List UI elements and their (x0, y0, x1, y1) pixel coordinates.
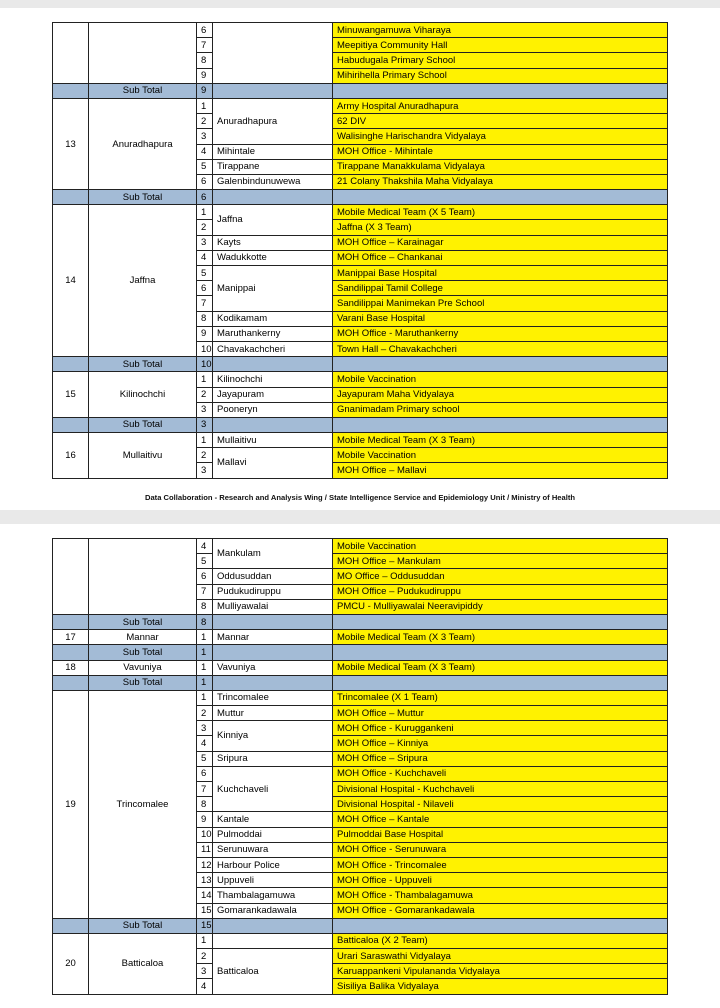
subtotal-blank (333, 918, 668, 933)
row-index: 3 (197, 129, 213, 144)
moh-area: Batticaloa (213, 949, 333, 995)
row-index: 4 (197, 736, 213, 751)
subtotal-value: 8 (197, 614, 213, 629)
row-index: 3 (197, 235, 213, 250)
subtotal-label: Sub Total (89, 918, 197, 933)
moh-area: Kayts (213, 235, 333, 250)
district-name: Kilinochchi (89, 372, 197, 418)
row-index: 14 (197, 888, 213, 903)
page-footer: Data Collaboration - Research and Analysis Wing / State Intelligence Service and Epidemiology Unit / Ministry of Health (144, 493, 576, 502)
moh-area: Thambalagamuwa (213, 888, 333, 903)
subtotal-row (53, 357, 668, 372)
subtotal-label: Sub Total (89, 190, 197, 205)
moh-area: Kilinochchi (213, 372, 333, 387)
vaccination-location: Sandilippai Manimekan Pre School (333, 296, 668, 311)
row-index: 1 (197, 690, 213, 705)
vaccination-location: 21 Colany Thakshila Maha Vidyalaya (333, 174, 668, 189)
subtotal-blank (213, 357, 333, 372)
subtotal-row (53, 417, 668, 432)
subtotal-blank (53, 614, 89, 629)
vaccination-location: Divisional Hospital - Nilaveli (333, 797, 668, 812)
moh-area: Tirappane (213, 159, 333, 174)
subtotal-row (53, 614, 668, 629)
vaccination-location: Walisinghe Harischandra Vidyalaya (333, 129, 668, 144)
moh-area: Trincomalee (213, 690, 333, 705)
moh-area: Kuchchaveli (213, 766, 333, 812)
moh-area: Mallavi (213, 448, 333, 478)
subtotal-label: Sub Total (89, 83, 197, 98)
moh-area: Chavakachcheri (213, 341, 333, 356)
subtotal-blank (333, 357, 668, 372)
moh-area: Wadukkotte (213, 250, 333, 265)
moh-area: Jaffna (213, 205, 333, 235)
vaccination-location: Mobile Medical Team (X 3 Team) (333, 630, 668, 645)
district-name: Mullaitivu (89, 433, 197, 479)
subtotal-label: Sub Total (89, 675, 197, 690)
moh-area: Muttur (213, 706, 333, 721)
district-name: Batticaloa (89, 933, 197, 994)
subtotal-blank (53, 357, 89, 372)
moh-area: Mullaitivu (213, 433, 333, 448)
vaccination-location: MOH Office - Thambalagamuwa (333, 888, 668, 903)
subtotal-label: Sub Total (89, 614, 197, 629)
vaccination-location: Mobile Medical Team (X 5 Team) (333, 205, 668, 220)
subtotal-blank (213, 918, 333, 933)
vaccination-location: MO Office – Oddusuddan (333, 569, 668, 584)
district-name: Vavuniya (89, 660, 197, 675)
moh-area: Mannar (213, 630, 333, 645)
subtotal-value: 6 (197, 190, 213, 205)
subtotal-row (53, 190, 668, 205)
district-number: 19 (53, 690, 89, 918)
subtotal-blank (213, 614, 333, 629)
row-index: 4 (197, 250, 213, 265)
subtotal-row (53, 918, 668, 933)
vaccination-location: Manippai Base Hospital (333, 266, 668, 281)
row-index: 6 (197, 569, 213, 584)
row-index: 13 (197, 873, 213, 888)
district-number: 20 (53, 933, 89, 994)
row-index: 1 (197, 630, 213, 645)
subtotal-blank (53, 918, 89, 933)
moh-area: Kinniya (213, 721, 333, 751)
subtotal-label: Sub Total (89, 357, 197, 372)
row-index: 5 (197, 554, 213, 569)
moh-area: Mulliyawalai (213, 599, 333, 614)
subtotal-blank (213, 417, 333, 432)
moh-area (213, 23, 333, 84)
row-index: 6 (197, 23, 213, 38)
moh-area: Jayapuram (213, 387, 333, 402)
row-index: 2 (197, 448, 213, 463)
vaccination-location: MOH Office - Mihintale (333, 144, 668, 159)
district-number (53, 23, 89, 84)
table-row (53, 660, 668, 675)
table-row (53, 372, 668, 387)
moh-area: Pulmoddai (213, 827, 333, 842)
vaccination-location: MOH Office – Mallavi (333, 463, 668, 478)
row-index: 7 (197, 584, 213, 599)
vaccination-location: Army Hospital Anuradhapura (333, 98, 668, 113)
vaccination-location: MOH Office - Trincomalee (333, 857, 668, 872)
moh-area: Uppuveli (213, 873, 333, 888)
vaccination-location: MOH Office - Kuchchaveli (333, 766, 668, 781)
district-name (89, 539, 197, 615)
subtotal-blank (213, 83, 333, 98)
row-index: 8 (197, 599, 213, 614)
row-index: 6 (197, 281, 213, 296)
vaccination-location: Divisional Hospital - Kuchchaveli (333, 782, 668, 797)
subtotal-blank (53, 83, 89, 98)
moh-area: Pudukudiruppu (213, 584, 333, 599)
moh-area: Kantale (213, 812, 333, 827)
moh-area: Serunuwara (213, 842, 333, 857)
district-number: 16 (53, 433, 89, 479)
vaccination-location: MOH Office – Muttur (333, 706, 668, 721)
subtotal-blank (333, 83, 668, 98)
subtotal-blank (333, 675, 668, 690)
moh-area: Vavuniya (213, 660, 333, 675)
district-name: Jaffna (89, 205, 197, 357)
document-page-1 (0, 8, 720, 510)
subtotal-value: 15 (197, 918, 213, 933)
subtotal-label: Sub Total (89, 417, 197, 432)
subtotal-value: 10 (197, 357, 213, 372)
district-name: Trincomalee (89, 690, 197, 918)
table-row (53, 690, 668, 705)
row-index: 12 (197, 857, 213, 872)
vaccination-location: Mobile Vaccination (333, 372, 668, 387)
subtotal-value: 1 (197, 675, 213, 690)
district-number: 15 (53, 372, 89, 418)
vaccination-location: Tirappane Manakkulama Vidyalaya (333, 159, 668, 174)
subtotal-blank (53, 190, 89, 205)
row-index: 10 (197, 827, 213, 842)
district-number: 13 (53, 98, 89, 189)
district-name (89, 23, 197, 84)
subtotal-value: 1 (197, 645, 213, 660)
vaccination-location: Pulmoddai Base Hospital (333, 827, 668, 842)
moh-area: Kodikamam (213, 311, 333, 326)
subtotal-blank (53, 417, 89, 432)
row-index: 4 (197, 979, 213, 994)
subtotal-blank (333, 417, 668, 432)
row-index: 3 (197, 463, 213, 478)
row-index: 2 (197, 949, 213, 964)
row-index: 5 (197, 159, 213, 174)
row-index: 1 (197, 433, 213, 448)
vaccination-location: MOH Office - Maruthankerny (333, 326, 668, 341)
row-index: 3 (197, 402, 213, 417)
moh-area: Maruthankerny (213, 326, 333, 341)
subtotal-blank (53, 645, 89, 660)
vaccination-location: Minuwangamuwa Viharaya (333, 23, 668, 38)
row-index: 1 (197, 660, 213, 675)
row-index: 7 (197, 782, 213, 797)
district-number: 14 (53, 205, 89, 357)
district-number (53, 539, 89, 615)
vaccination-location: Meepitiya Community Hall (333, 38, 668, 53)
vaccination-location: MOH Office – Karainagar (333, 235, 668, 250)
subtotal-blank (53, 675, 89, 690)
moh-area: Mankulam (213, 539, 333, 569)
moh-area: Anuradhapura (213, 98, 333, 144)
vaccination-location: MOH Office - Uppuveli (333, 873, 668, 888)
subtotal-label: Sub Total (89, 645, 197, 660)
table-row (53, 205, 668, 220)
vaccination-location: Jayapuram Maha Vidyalaya (333, 387, 668, 402)
table-row (53, 433, 668, 448)
subtotal-value: 9 (197, 83, 213, 98)
row-index: 9 (197, 326, 213, 341)
vaccination-location: MOH Office - Serunuwara (333, 842, 668, 857)
subtotal-value: 3 (197, 417, 213, 432)
row-index: 5 (197, 751, 213, 766)
subtotal-row (53, 83, 668, 98)
vaccination-location: Habudugala Primary School (333, 53, 668, 68)
moh-area (213, 933, 333, 948)
row-index: 8 (197, 53, 213, 68)
district-number: 17 (53, 630, 89, 645)
vaccination-location: Gnanimadam Primary school (333, 402, 668, 417)
vaccination-location: MOH Office – Pudukudiruppu (333, 584, 668, 599)
row-index: 8 (197, 797, 213, 812)
vaccination-location: Batticaloa (X 2 Team) (333, 933, 668, 948)
moh-area: Sripura (213, 751, 333, 766)
vaccination-location: MOH Office – Sripura (333, 751, 668, 766)
row-index: 2 (197, 387, 213, 402)
row-index: 4 (197, 539, 213, 554)
vaccination-location: Varani Base Hospital (333, 311, 668, 326)
subtotal-blank (333, 190, 668, 205)
table-row (53, 23, 668, 38)
row-index: 4 (197, 144, 213, 159)
table-row (53, 933, 668, 948)
vaccination-location: 62 DIV (333, 114, 668, 129)
row-index: 1 (197, 933, 213, 948)
row-index: 2 (197, 114, 213, 129)
row-index: 6 (197, 766, 213, 781)
row-index: 3 (197, 964, 213, 979)
vaccination-location: MOH Office – Chankanai (333, 250, 668, 265)
row-index: 2 (197, 220, 213, 235)
row-index: 1 (197, 372, 213, 387)
vaccination-location: MOH Office – Kinniya (333, 736, 668, 751)
vaccination-location: MOH Office - Kurugganken​i (333, 721, 668, 736)
vaccination-location: Trincomalee (X 1 Team) (333, 690, 668, 705)
vaccination-location: Mobile Medical Team (X 3 Team) (333, 660, 668, 675)
vaccination-location: Sisiliya Balika Vidyalaya (333, 979, 668, 994)
vaccination-location: Mobile Vaccination (333, 539, 668, 554)
subtotal-row (53, 675, 668, 690)
row-index: 11 (197, 842, 213, 857)
moh-area: Manippai (213, 266, 333, 312)
row-index: 7 (197, 296, 213, 311)
subtotal-blank (213, 645, 333, 660)
vaccination-location: Mobile Vaccination (333, 448, 668, 463)
vaccination-location: MOH Office - Gomarankadawala (333, 903, 668, 918)
row-index: 9 (197, 68, 213, 83)
row-index: 6 (197, 174, 213, 189)
vaccination-location: PMCU - Mulliyawalai Neeravipiddy (333, 599, 668, 614)
vaccination-location: Urari Saraswathi Vidyalaya (333, 949, 668, 964)
row-index: 7 (197, 38, 213, 53)
row-index: 1 (197, 205, 213, 220)
table-row (53, 539, 668, 554)
row-index: 10 (197, 341, 213, 356)
table-row (53, 98, 668, 113)
vaccination-location: Jaffna (X 3 Team) (333, 220, 668, 235)
row-index: 3 (197, 721, 213, 736)
document-page-2 (0, 524, 720, 1008)
subtotal-blank (333, 614, 668, 629)
vaccination-location: Sandilippai Tamil College (333, 281, 668, 296)
row-index: 9 (197, 812, 213, 827)
vaccination-location: Town Hall – Chavakachcheri (333, 341, 668, 356)
vaccination-centres-table (52, 22, 668, 479)
vaccination-location: MOH Office – Kantale (333, 812, 668, 827)
table-row (53, 630, 668, 645)
vaccination-location: MOH Office – Mankulam (333, 554, 668, 569)
row-index: 1 (197, 98, 213, 113)
row-index: 8 (197, 311, 213, 326)
moh-area: Galenbindunuwewa (213, 174, 333, 189)
vaccination-location: Karuappankeni Vipulananda Vidyalaya (333, 964, 668, 979)
row-index: 2 (197, 706, 213, 721)
moh-area: Gomarankadawala (213, 903, 333, 918)
moh-area: Harbour Police (213, 857, 333, 872)
moh-area: Pooneryn (213, 402, 333, 417)
vaccination-location: Mobile Medical Team (X 3 Team) (333, 433, 668, 448)
district-number: 18 (53, 660, 89, 675)
vaccination-centres-table (52, 538, 668, 995)
subtotal-blank (213, 675, 333, 690)
row-index: 15 (197, 903, 213, 918)
row-index: 5 (197, 266, 213, 281)
vaccination-location: Mihirihella Primary School (333, 68, 668, 83)
moh-area: Mihintale (213, 144, 333, 159)
moh-area: Oddusuddan (213, 569, 333, 584)
district-name: Anuradhapura (89, 98, 197, 189)
district-name: Mannar (89, 630, 197, 645)
subtotal-row (53, 645, 668, 660)
subtotal-blank (213, 190, 333, 205)
subtotal-blank (333, 645, 668, 660)
